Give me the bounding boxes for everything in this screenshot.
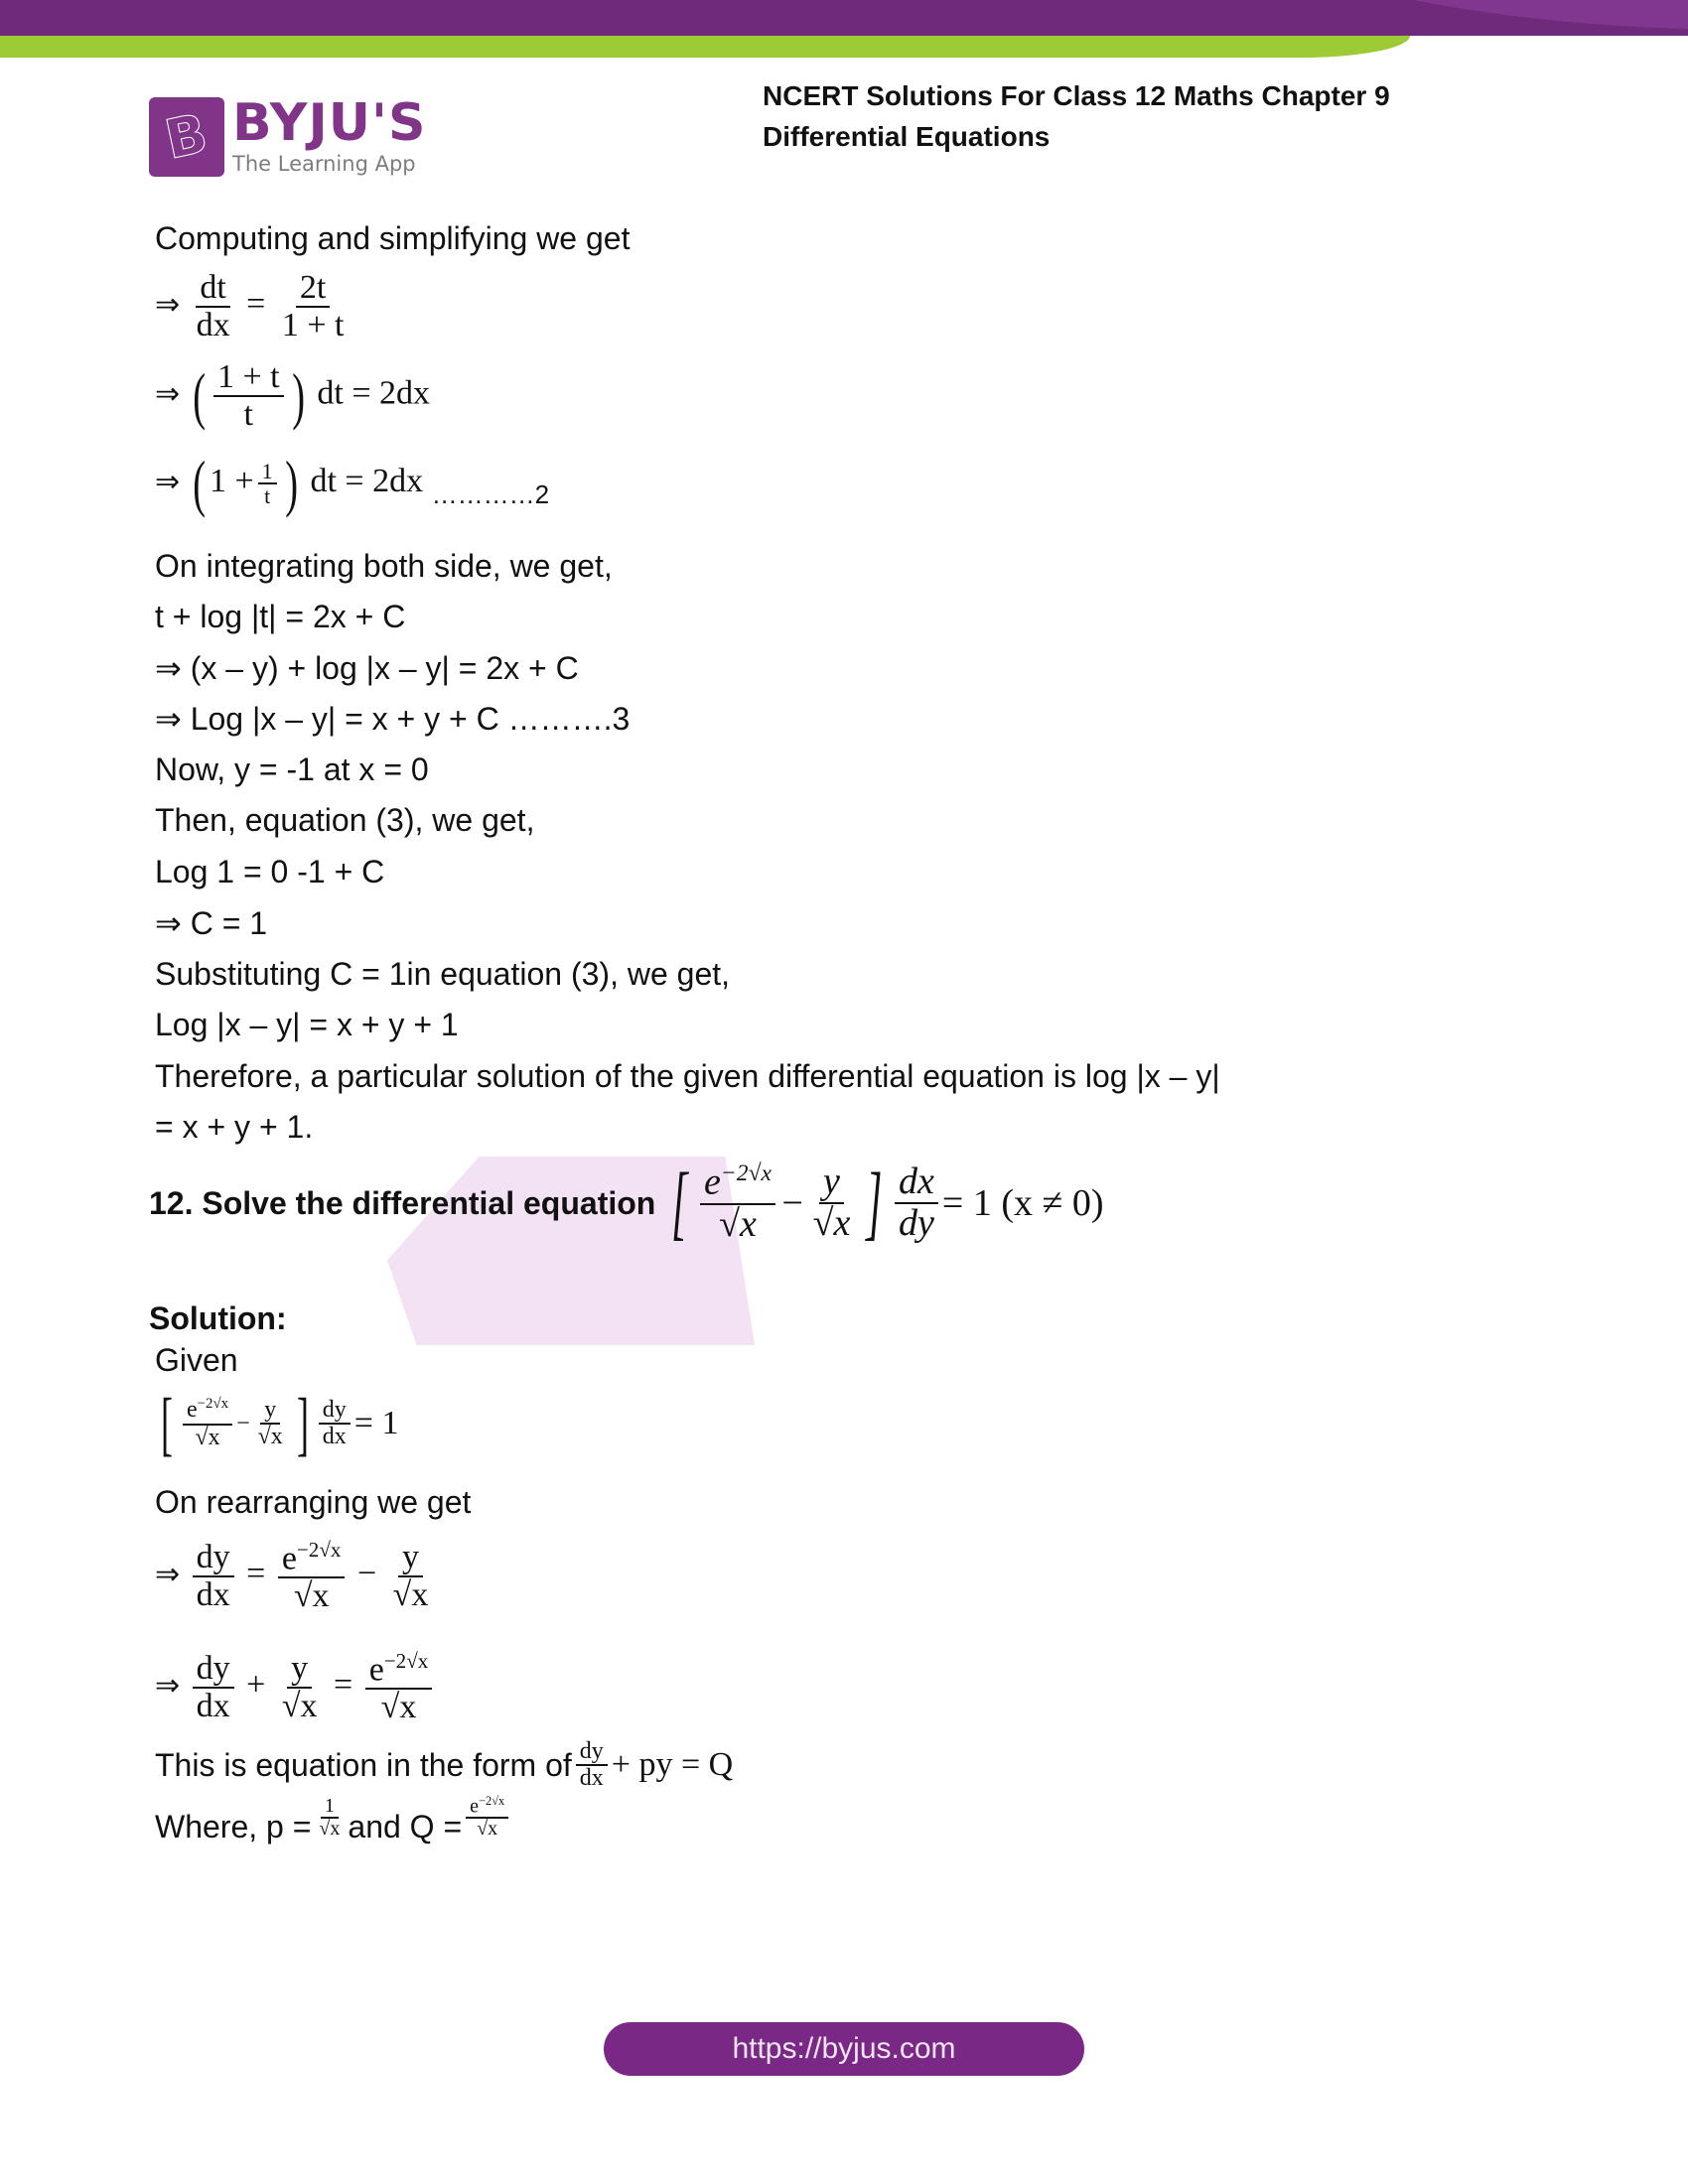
log-equation: Log 1 = 0 -1 + C bbox=[155, 854, 385, 889]
final-equation: Log |x – y| = x + y + 1 bbox=[155, 1007, 459, 1042]
intro-text: Computing and simplifying we get bbox=[155, 220, 631, 256]
byjus-b-icon: B bbox=[149, 97, 224, 177]
then-text: Then, equation (3), we get, bbox=[155, 802, 535, 838]
where-p-q-line: Where, p = $\frac{1}{√x}$ and Q = $\frac{e^{-2√x}}{√x}$ bbox=[155, 1809, 512, 1845]
question-equation: [ $\frac{e^{-2√x}}{√x}$ − $\frac{y}{√x}$ ] $\frac{dx}{dy}$ = 1 (x ≠ 0) bbox=[671, 1157, 1104, 1249]
question-heading: 12. Solve the differential equation bbox=[149, 1184, 656, 1221]
rearranging-text: On rearranging we get bbox=[155, 1484, 472, 1520]
conclusion-line-2: = x + y + 1. bbox=[155, 1109, 314, 1145]
integral-substituted: ⇒ (x – y) + log |x – y| = 2x + C bbox=[155, 650, 579, 686]
byjus-logo bbox=[149, 93, 427, 177]
conclusion-line-1: Therefore, a particular solution of the given differential equation is log |x – y| bbox=[155, 1058, 1220, 1094]
equation-tag: …………2 bbox=[431, 478, 550, 509]
document-title: NCERT Solutions For Class 12 Maths Chapter 9 Differential Equations bbox=[763, 80, 1390, 152]
website-link[interactable]: https://byjus.com bbox=[604, 2022, 1084, 2076]
equation-step-3: ⇒ ( 1 + $\frac{1}{t}$ ) dt = 2dx $_{\dots\dots\dots\dots 2}$ bbox=[155, 448, 550, 518]
header-band-green bbox=[0, 36, 1410, 58]
logo-title: BYJU'S bbox=[232, 93, 427, 153]
rearranged-step-1: ⇒ $\frac{dy}{dx}$ = $\frac{e^{-2√x}}{√x}$ − $\frac{y}{√x}$ bbox=[155, 1538, 429, 1615]
rearranged-step-2: ⇒ $\frac{dy}{dx}$ + $\frac{y}{√x}$ = $\frac{e^{-2√x}}{√x}$ bbox=[155, 1650, 436, 1725]
question-12 bbox=[149, 1157, 1104, 1249]
linear-form-line: This is equation in the form of $\frac{dy}{dx}$ + py = Q bbox=[155, 1738, 734, 1792]
initial-condition: Now, y = -1 at x = 0 bbox=[155, 751, 429, 787]
integral-result: t + log |t| = 2x + C bbox=[155, 599, 406, 634]
integrating-text: On integrating both side, we get, bbox=[155, 548, 613, 584]
equation-step-2: ⇒ ( $\frac{1 + t}{t}$ ) dt = 2dx bbox=[155, 358, 431, 433]
substituting-text: Substituting C = 1in equation (3), we get, bbox=[155, 956, 731, 992]
given-label: Given bbox=[155, 1342, 238, 1378]
given-equation: [ $\frac{e^{-2√x}}{√x}$ − $\frac{y}{√x}$ ] $\frac{dy}{dx}$ = 1 bbox=[160, 1384, 399, 1463]
equation-3: ⇒ Log |x – y| = x + y + C ……….3 bbox=[155, 701, 631, 737]
constant-value: ⇒ C = 1 bbox=[155, 905, 268, 941]
solution-label: Solution: bbox=[149, 1300, 287, 1336]
equation-step-1: ⇒ $\frac{dt}{dx}$ = $\frac{2t}{1 + t}$ bbox=[155, 269, 345, 343]
logo-subtitle: The Learning App bbox=[232, 152, 416, 176]
